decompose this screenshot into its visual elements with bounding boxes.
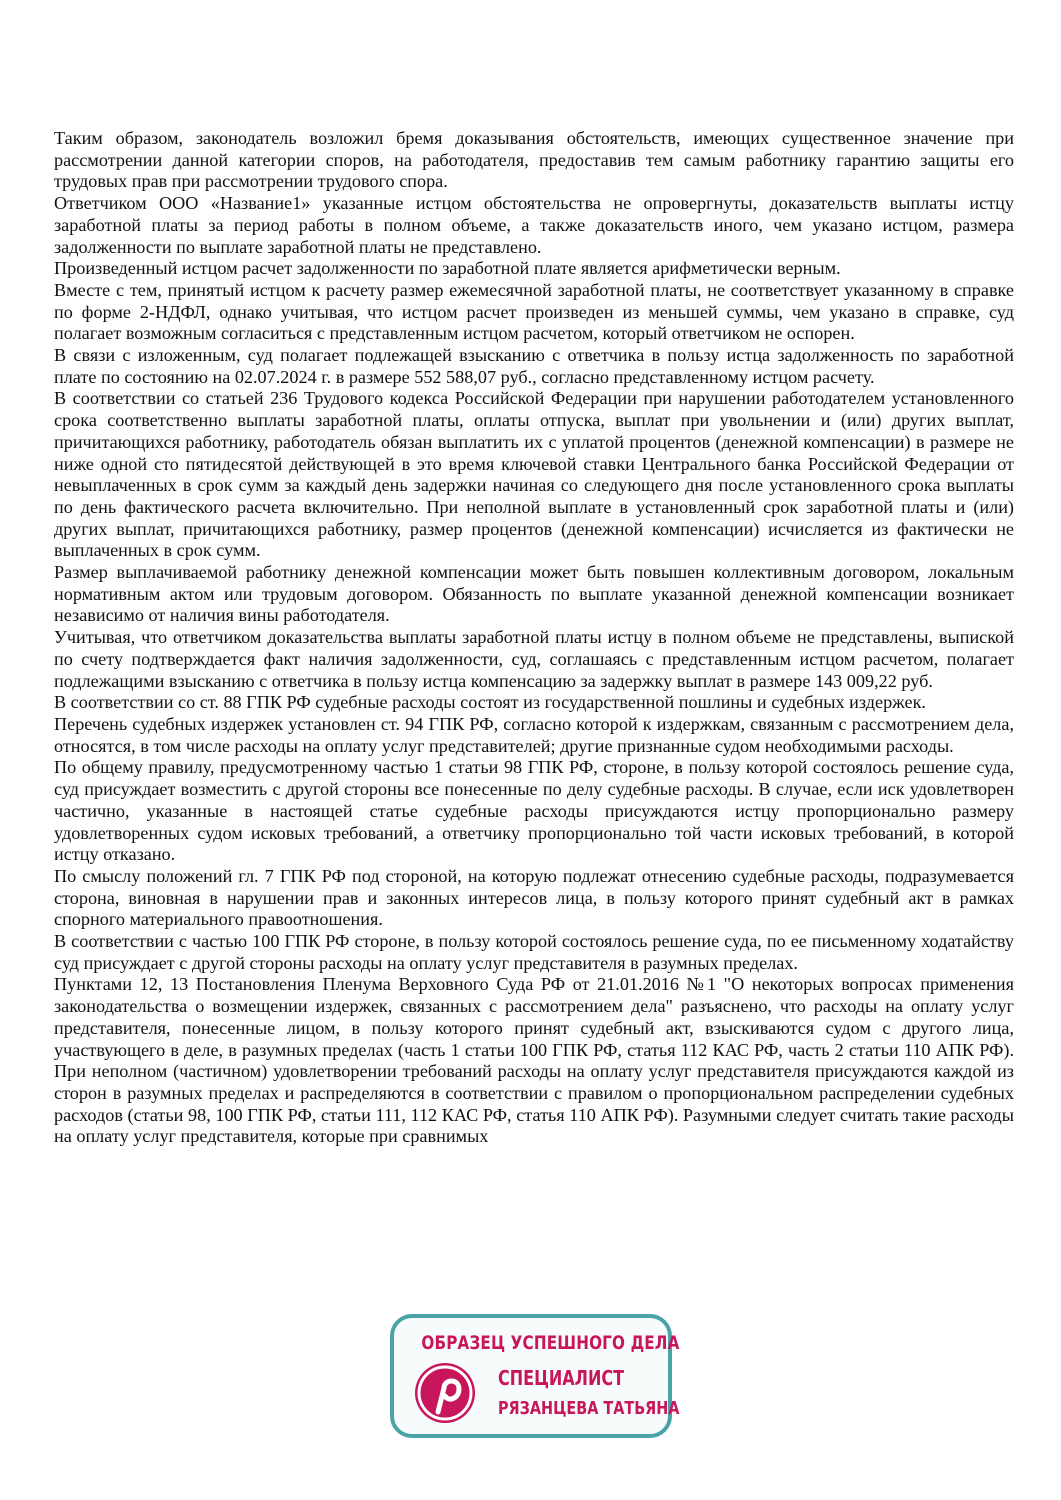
pinterest-icon bbox=[414, 1362, 476, 1424]
paragraph: Вместе с тем, принятый истцом к расчету размер ежемесячной заработной платы, не соответствует указанному в справке по форме 2-НДФЛ, однако учитывая, что истцом расчет произведен из меньшей суммы, чем указано в справке, суд полагает возможным согласиться с представленным истцом расчетом, который ответчиком не оспорен. bbox=[54, 279, 1014, 344]
paragraph: Перечень судебных издержек установлен ст. 94 ГПК РФ, согласно которой к издержкам, связанным с рассмотрением дела, относятся, в том числе расходы на оплату услуг представителей; другие признанные судом необходимыми расходы. bbox=[54, 713, 1014, 756]
document-body bbox=[54, 128, 1014, 1148]
paragraph: Размер выплачиваемой работнику денежной компенсации может быть повышен коллективным договором, локальным нормативным актом или трудовым договором. Обязанность по выплате указанной денежной компенсации возникает независимо от наличия вины работодателя. bbox=[54, 562, 1014, 626]
stamp-name: РЯЗАНЦЕВА ТАТЬЯНА bbox=[498, 1398, 680, 1419]
paragraph: По смыслу положений гл. 7 ГПК РФ под стороной, на которую подлежат отнесению судебные расходы, подразумевается сторона, виновная в нарушении прав и законных интересов лица, в пользу которого принят судебный акт в рамках спорного материального правоотношения. bbox=[54, 865, 1014, 930]
paragraph: В соответствии со ст. 88 ГПК РФ судебные расходы состоят из государственной пошлины и судебных издержек. bbox=[54, 692, 926, 713]
paragraph: Произведенный истцом расчет задолженности по заработной плате является арифметически верным. bbox=[54, 258, 841, 279]
paragraph: Пунктами 12, 13 Постановления Пленума Верховного Суда РФ от 21.01.2016 №1 "О некоторых вопросах применения законодательства о возмещении издержек, связанных с рассмотрением дела" разъяснено, что расходы на оплату услуг представителя, понесенные лицом, в пользу которого принят судебный акт, взыскиваются судом с другого лица, участвующего в деле, в разумных пределах (часть 1 статьи 100 ГПК РФ, статья 112 КАС РФ, часть 2 статьи 110 АПК РФ). При неполном (частичном) удовлетворении требований расходы на оплату услуг представителя присуждаются каждой из сторон в разумных пределах и распределяются в соответствии с правилом о пропорциональном распределении судебных расходов (статьи 98, 100 ГПК РФ, статьи 111, 112 КАС РФ, статья 110 АПК РФ). Разумными следует считать такие расходы на оплату услуг представителя, которые при сравнимых bbox=[54, 974, 1014, 1147]
paragraph: По общему правилу, предусмотренному частью 1 статьи 98 ГПК РФ, стороне, в пользу которой состоялось решение суда, суд присуждает возместить с другой стороны все понесенные по делу судебные расходы. В случае, если иск удовлетворен частично, указанные в настоящей статье судебные расходы присуждаются истцу пропорционально размеру удовлетворенных судом исковых требований, а ответчику пропорционально той части исковых требований, в которой истцу отказано. bbox=[54, 757, 1014, 865]
paragraph: Таким образом, законодатель возложил бремя доказывания обстоятельств, имеющих существенное значение при рассмотрении данной категории споров, на работодателя, предоставив тем самым работнику гарантию защиты его трудовых прав при рассмотрении трудового спора. bbox=[54, 128, 1014, 192]
paragraph: В соответствии с частью 100 ГПК РФ стороне, в пользу которой состоялось решение суда, по ее письменному ходатайству суд присуждает с другой стороны расходы на оплату услуг представителя в разумных пределах. bbox=[54, 931, 1014, 973]
paragraph: В соответствии со статьей 236 Трудового кодекса Российской Федерации при нарушении работодателем установленного срока соответственно выплаты заработной платы, оплаты отпуска, выплат при увольнении и (или) других выплат, причитающихся работнику, работодатель обязан выплатить их с уплатой процентов (денежной компенсации) в размере не ниже одной сто пятидесятой действующей в это время ключевой ставки Центрального банка Российской Федерации от невыплаченных в срок сумм за каждый день задержки начиная со следующего дня после установленного срока выплаты по день фактического расчета включительно. При неполной выплате в установленный срок заработной платы и (или) других выплат, причитающихся работнику, размер процентов (денежной компенсации) исчисляется из фактически не выплаченных в срок сумм. bbox=[54, 388, 1014, 561]
stamp-title: ОБРАЗЕЦ УСПЕШНОГО ДЕЛА bbox=[421, 1332, 680, 1354]
stamp-subtitle: СПЕЦИАЛИСТ bbox=[498, 1366, 625, 1390]
paragraph: Ответчиком ООО «Название1» указанные истцом обстоятельства не опровергнуты, доказательств выплаты истцу заработной платы за период работы в полном объеме, а также доказательств иного, чем указано истцом, размера задолженности по выплате заработной платы не представлено. bbox=[54, 193, 1014, 257]
paragraph: Учитывая, что ответчиком доказательства выплаты заработной платы истцу в полном объеме не представлены, выпиской по счету подтверждается факт наличия задолженности, суд, соглашаясь с представленным истцом расчетом, полагает подлежащими взысканию с ответчика в пользу истца компенсацию за задержку выплат в размере 143 009,22 руб. bbox=[54, 627, 1014, 691]
paragraph: В связи с изложенным, суд полагает подлежащей взысканию с ответчика в пользу истца задолженность по заработной плате по состоянию на 02.07.2024 г. в размере 552 588,07 руб., согласно представленному истцом расчету. bbox=[54, 345, 1014, 387]
watermark-stamp bbox=[390, 1314, 680, 1438]
